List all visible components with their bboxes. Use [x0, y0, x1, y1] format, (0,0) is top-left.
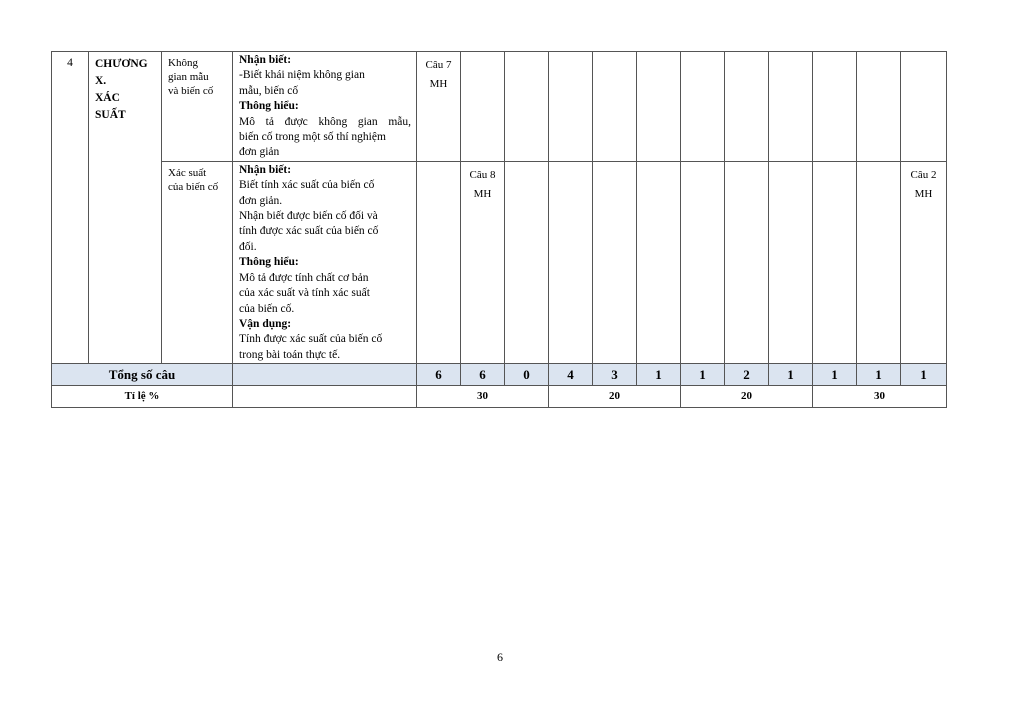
description-heading: Vận dụng: [239, 317, 292, 330]
description-line: biến cố trong một số thí nghiệm [239, 131, 386, 144]
total-value: 6 [417, 364, 461, 386]
description-line: Tính được xác suất của biến cố [239, 333, 383, 346]
question-label: MH [429, 78, 448, 90]
question-cell [813, 161, 857, 363]
question-cell [901, 52, 947, 162]
description-line: Mô tả được không gian mẫu, [239, 115, 411, 128]
question-cell [461, 161, 505, 363]
question-label: Câu 7 [425, 59, 452, 71]
unit-line: gian mẫu [168, 71, 209, 83]
ratio-value: 20 [549, 386, 681, 408]
question-cell [769, 161, 813, 363]
question-cell [857, 161, 901, 363]
unit-line: của biến cố [168, 180, 219, 193]
ratio-value: 20 [681, 386, 813, 408]
description-line: đơn giản [239, 146, 280, 159]
total-value: 1 [769, 364, 813, 386]
chapter-line: XÁC [95, 92, 120, 104]
total-value: 1 [857, 364, 901, 386]
question-label: MH [914, 187, 933, 200]
question-cell [505, 161, 549, 363]
description-line: đối. [239, 240, 257, 253]
table-row [52, 161, 947, 363]
chapter-line: X. [95, 75, 107, 87]
total-value: 0 [505, 364, 549, 386]
chapter-line: SUẤT [95, 109, 126, 121]
total-value: 1 [901, 364, 947, 386]
question-cell [593, 161, 637, 363]
description-line: Biết tính xác suất của biến cố [239, 179, 375, 192]
question-label: MH [473, 187, 492, 200]
unit-line: và biến cố [168, 85, 214, 97]
total-value: 1 [813, 364, 857, 386]
question-cell [461, 52, 505, 162]
total-value: 4 [549, 364, 593, 386]
description-line: của biến cố. [239, 302, 295, 315]
description-line: mẫu, biến cố [239, 84, 299, 97]
description-heading: Thông hiểu: [239, 256, 299, 269]
question-cell [549, 52, 593, 162]
description-line: trong bài toán thực tế. [239, 348, 341, 361]
unit-cell [162, 52, 233, 162]
description-heading: Nhận biết: [239, 163, 292, 176]
description-cell [233, 161, 417, 363]
total-value: 1 [637, 364, 681, 386]
total-value: 2 [725, 364, 769, 386]
page-number: 6 [497, 650, 503, 664]
question-cell [505, 52, 549, 162]
question-cell [549, 161, 593, 363]
description-line: đơn giản. [239, 194, 283, 207]
description-line: của xác suất và tính xác suất [239, 287, 370, 300]
total-value: 3 [593, 364, 637, 386]
question-cell [417, 52, 461, 162]
table-row [52, 52, 947, 162]
question-label: Câu 8 [469, 168, 496, 181]
chapter-line: CHƯƠNG [95, 58, 148, 70]
description-line: -Biết khái niệm không gian [239, 69, 365, 82]
description-heading: Thông hiểu: [239, 100, 299, 113]
total-value: 1 [681, 364, 725, 386]
description-line: Mô tả được tính chất cơ bản [239, 271, 369, 284]
total-row [52, 364, 947, 386]
total-label: Tổng số câu [52, 364, 233, 386]
description-line: tính được xác suất của biến cố [239, 225, 379, 238]
ratio-value: 30 [417, 386, 549, 408]
question-cell [637, 161, 681, 363]
ratio-value: 30 [813, 386, 947, 408]
question-cell [857, 52, 901, 162]
description-heading: Nhận biết: [239, 54, 292, 66]
question-cell [681, 52, 725, 162]
question-cell [417, 161, 461, 363]
unit-cell [162, 161, 233, 363]
stt-cell: 4 [52, 52, 89, 364]
question-cell [725, 52, 769, 162]
chapter-cell [89, 52, 162, 364]
question-cell [769, 52, 813, 162]
total-blank-cell [233, 364, 417, 386]
ratio-label: Tỉ lệ % [52, 386, 233, 408]
question-label: Câu 2 [910, 168, 937, 181]
question-cell [813, 52, 857, 162]
total-value: 6 [461, 364, 505, 386]
question-cell [725, 161, 769, 363]
question-cell [637, 52, 681, 162]
unit-line: Xác suất [168, 166, 207, 179]
specification-table [51, 51, 947, 408]
question-cell [593, 52, 637, 162]
unit-line: Không [168, 57, 198, 69]
question-cell [681, 161, 725, 363]
description-line: Nhận biết được biến cố đối và [239, 210, 378, 223]
ratio-row [52, 386, 947, 408]
ratio-blank-cell [233, 386, 417, 408]
description-cell [233, 52, 417, 162]
question-cell [901, 161, 947, 363]
